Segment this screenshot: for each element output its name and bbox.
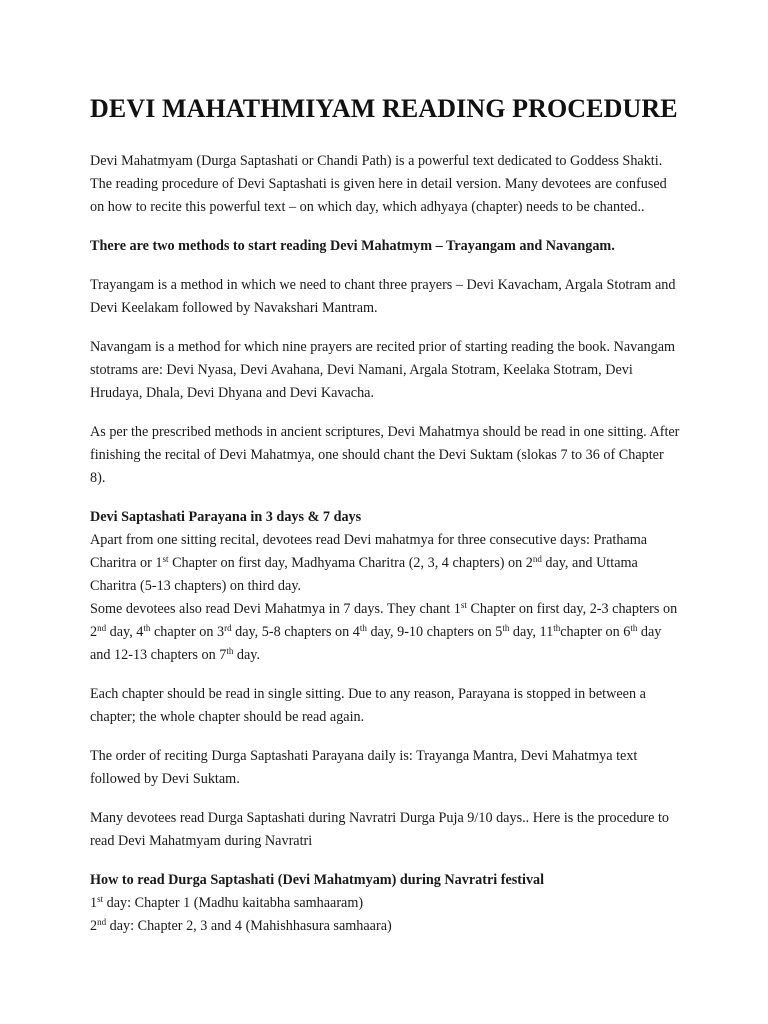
navratri-heading: How to read Durga Saptashati (Devi Mahatmyam) during Navratri festival <box>90 872 545 888</box>
text-run: chapter on 6 <box>560 624 631 640</box>
text-run: day, 5-8 chapters on 4 <box>231 624 360 640</box>
ordinal-suffix: nd <box>97 623 107 633</box>
ordinal-suffix: th <box>143 623 151 633</box>
ordinal-suffix: nd <box>97 917 107 927</box>
text-run: day and 12-13 chapters on 7 <box>90 624 662 663</box>
intro-paragraph: Devi Mahatmyam (Durga Saptashati or Chandi Path) is a powerful text dedicated to Goddess Shakti. The reading procedure of Devi Saptashati is given here in detail version. Many devotees are confused on how to recite this powerful text – on which day, which adhyaya (chapter) needs to be chanted.. <box>90 153 667 215</box>
text-run: Some devotees also read Devi Mahatmya in 7 days. They chant 1 <box>90 601 461 617</box>
single-sitting-paragraph: Each chapter should be read in single sitting. Due to any reason, Parayana is stopped in between a chapter; the whole chapter should be read again. <box>90 686 646 725</box>
text-run: day, 9-10 chapters on 5 <box>366 624 503 640</box>
order-paragraph: The order of reciting Durga Saptashati Parayana daily is: Trayanga Mantra, Devi Mahatmya text followed by Devi Suktam. <box>90 748 638 787</box>
ordinal-suffix: th <box>502 623 510 633</box>
text-run: day, and Uttama Charitra (5-13 chapters) on third day. <box>90 555 638 594</box>
methods-heading: There are two methods to start reading Devi Mahatmym – Trayangam and Navangam. <box>90 238 615 254</box>
navangam-paragraph: Navangam is a method for which nine prayers are recited prior of starting reading the book. Navangam stotrams are: Devi Nyasa, Devi Avahana, Devi Namani, Argala Stotram, Keelaka Stotram, Devi Hrudaya, Dhala, Devi Dhyana and Devi Kavacha. <box>90 339 676 401</box>
one-sitting-paragraph: As per the prescribed methods in ancient scriptures, Devi Mahatmya should be read in one sitting. After finishing the recital of Devi Mahatmya, one should chant the Devi Suktam (slokas 7 to 36 of Chapter 8). <box>90 424 680 486</box>
navratri-intro-paragraph: Many devotees read Durga Saptashati during Navratri Durga Puja 9/10 days.. Here is the procedure to read Devi Mahatmyam during Navratri <box>90 810 670 849</box>
day-number: 1 <box>90 895 98 911</box>
ordinal-suffix: th <box>226 646 234 656</box>
text-run: Chapter on first day, 2-3 chapters on 2 <box>90 601 678 640</box>
day-number: 2 <box>90 918 98 934</box>
three-days-paragraph <box>90 529 680 598</box>
navratri-day-1 <box>90 892 680 915</box>
page-title: DEVI MAHATHMIYAM READING PROCEDURE <box>90 94 678 123</box>
text-run: chapter on 3 <box>150 624 225 640</box>
text-run: day, 11 <box>509 624 554 640</box>
text-run: Chapter on first day, Madhyama Charitra (2, 3, 4 chapters) on 2 <box>168 555 533 571</box>
trayangam-paragraph: Trayangam is a method in which we need to chant three prayers – Devi Kavacham, Argala Stotram and Devi Keelakam followed by Navakshari Mantram. <box>90 277 676 316</box>
ordinal-suffix: th <box>630 623 638 633</box>
navratri-day-2 <box>90 915 680 938</box>
seven-days-paragraph <box>90 598 680 667</box>
ordinal-suffix: rd <box>224 623 232 633</box>
ordinal-suffix: st <box>162 554 169 564</box>
parayana-heading: Devi Saptashati Parayana in 3 days & 7 days <box>90 509 362 525</box>
text-run: Apart from one sitting recital, devotees read Devi mahatmya for three consecutive days: Prathama Charitra or 1 <box>90 532 648 571</box>
ordinal-suffix: th <box>359 623 367 633</box>
day-text: day: Chapter 1 (Madhu kaitabha samhaaram) <box>103 895 364 911</box>
text-run: day. <box>233 647 260 663</box>
ordinal-suffix: st <box>460 600 467 610</box>
day-text: day: Chapter 2, 3 and 4 (Mahishhasura samhaara) <box>106 918 392 934</box>
ordinal-suffix: th <box>553 623 561 633</box>
ordinal-suffix: st <box>97 894 104 904</box>
document-page <box>90 92 680 938</box>
text-run: day, 4 <box>106 624 144 640</box>
ordinal-suffix: nd <box>532 554 542 564</box>
